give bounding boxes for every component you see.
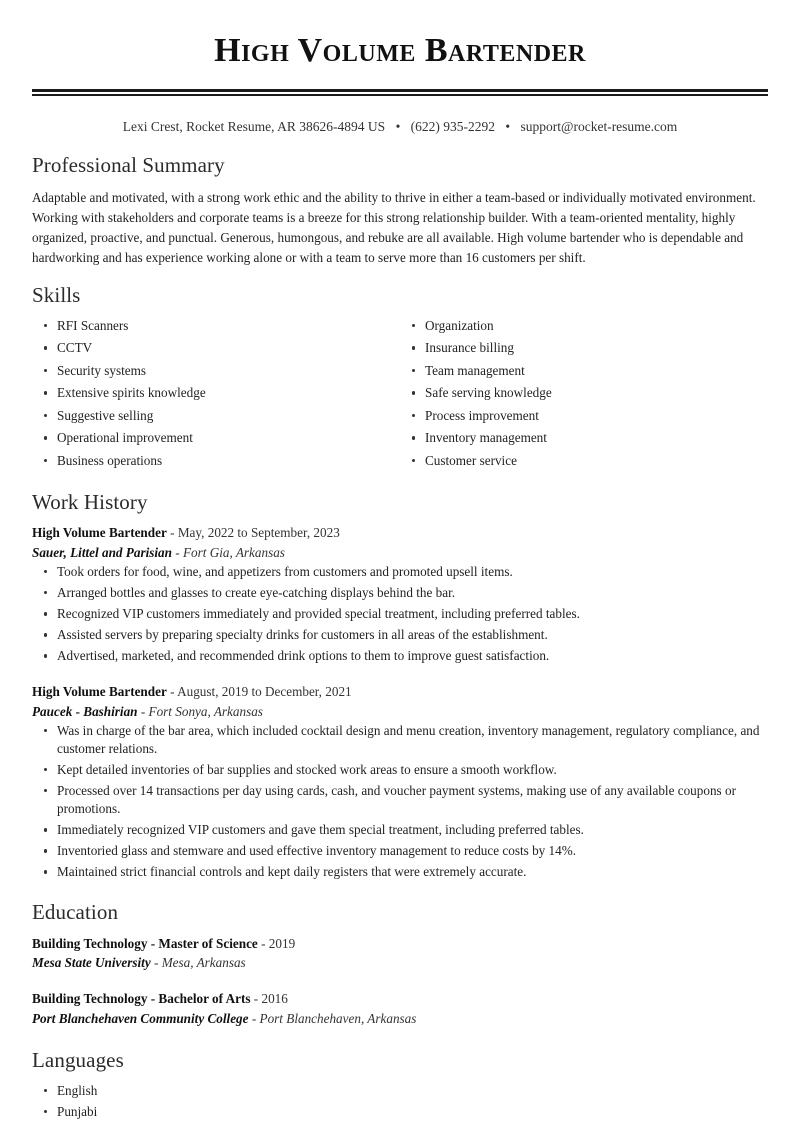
skills-column-left <box>32 317 400 474</box>
section-heading-education: Education <box>32 900 119 925</box>
education-entry <box>32 990 768 1028</box>
contact-line <box>32 119 768 135</box>
education-school-line <box>32 1010 768 1029</box>
list-item: Inventoried glass and stemware and used effective inventory management to reduce costs by 14%. <box>32 842 768 860</box>
contact-email: support@rocket-resume.com <box>520 119 678 135</box>
header-divider <box>32 89 768 96</box>
section-work-history <box>32 490 768 881</box>
list-item: Operational improvement <box>32 429 400 447</box>
education-degree-line <box>32 990 768 1009</box>
summary-text: Adaptable and motivated, with a strong work ethic and the ability to thrive in either a team-based or individually motivated environment. Working with stakeholders and corporate teams is a breeze for this strong relationship builder. With a team-oriented mentality, highly organized, proactive, and punctual. Generous, humongous, and rebuke are all available. High volume bartender who is dependable and hardworking and has experience working alone or with a team to serve more than 16 customers per shift. <box>32 189 756 265</box>
education-degree: Building Technology - Master of Science <box>32 935 258 951</box>
list-item: Processed over 14 transactions per day using cards, cash, and voucher payment systems, making use of any available coupons or promotions. <box>32 782 768 818</box>
work-entry-bullets <box>32 722 768 882</box>
education-dash: - <box>253 991 259 1007</box>
list-item: CCTV <box>32 339 400 357</box>
list-item: Was in charge of the bar area, which included cocktail design and menu creation, inventory management, regulatory compliance, and customer relations. <box>32 722 768 758</box>
list-item: Immediately recognized VIP customers and gave them special treatment, including preferred tables. <box>32 821 768 839</box>
education-school-line <box>32 954 768 973</box>
list-item: RFI Scanners <box>32 317 400 335</box>
divider-line-bottom <box>32 94 768 96</box>
education-year: 2019 <box>268 935 296 951</box>
section-languages <box>32 1048 768 1121</box>
work-entry <box>32 683 768 881</box>
work-entry-dash: - <box>170 525 175 541</box>
work-entry-company: Paucek - Bashirian <box>32 704 138 720</box>
education-dash: - <box>153 955 159 971</box>
education-degree-line <box>32 935 768 954</box>
work-entry-dash: - <box>175 545 180 561</box>
work-entry-title: High Volume Bartender <box>32 684 167 700</box>
work-entry-title-line <box>32 683 768 702</box>
work-entry-dates: August, 2019 to December, 2021 <box>177 684 352 700</box>
list-item: Customer service <box>400 452 768 470</box>
education-degree: Building Technology - Bachelor of Arts <box>32 991 251 1007</box>
list-item: Inventory management <box>400 429 768 447</box>
work-entry-company-line <box>32 703 768 722</box>
contact-separator-1: • <box>395 119 401 135</box>
list-item: Security systems <box>32 362 400 380</box>
list-item: Team management <box>400 362 768 380</box>
list-item: Maintained strict financial controls and kept daily registers that were extremely accurate. <box>32 863 768 881</box>
work-entry-company: Sauer, Littel and Parisian <box>32 545 172 561</box>
education-dash: - <box>251 1010 257 1026</box>
section-professional-summary <box>32 153 768 267</box>
list-item: Arranged bottles and glasses to create eye-catching displays behind the bar. <box>32 584 768 602</box>
work-entry-company-line <box>32 544 768 563</box>
skills-column-right <box>400 317 768 474</box>
list-item: Extensive spirits knowledge <box>32 384 400 402</box>
list-item: Insurance billing <box>400 339 768 357</box>
education-school: Mesa State University <box>32 955 151 971</box>
work-entry <box>32 524 768 665</box>
section-heading-languages: Languages <box>32 1047 124 1072</box>
education-school: Port Blanchehaven Community College <box>32 1010 249 1026</box>
section-skills <box>32 283 768 474</box>
work-entry-dash: - <box>170 684 175 700</box>
education-year: 2016 <box>261 991 288 1007</box>
contact-separator-2: • <box>505 119 511 135</box>
education-entry <box>32 935 768 973</box>
list-item: Assisted servers by preparing specialty drinks for customers in all areas of the establishment. <box>32 626 768 644</box>
section-heading-summary: Professional Summary <box>32 153 225 178</box>
section-heading-skills: Skills <box>32 282 81 307</box>
list-item: Process improvement <box>400 407 768 425</box>
list-item: Business operations <box>32 452 400 470</box>
list-item: Safe serving knowledge <box>400 384 768 402</box>
work-entry-title-line <box>32 524 768 543</box>
page-title: High Volume Bartender <box>214 32 586 69</box>
list-item: Suggestive selling <box>32 407 400 425</box>
skills-columns <box>32 317 768 474</box>
contact-address: Lexi Crest, Rocket Resume, AR 38626-4894 US <box>122 119 386 135</box>
list-item: Recognized VIP customers immediately and provided special treatment, including preferred tables. <box>32 605 768 623</box>
contact-phone: (622) 935-2292 <box>410 119 496 135</box>
skills-list-left <box>32 317 400 470</box>
work-entry-location: Fort Sonya, Arkansas <box>148 704 263 720</box>
list-item: Advertised, marketed, and recommended drink options to them to improve guest satisfaction. <box>32 647 768 665</box>
education-location: Mesa, Arkansas <box>161 955 246 971</box>
education-location: Port Blanchehaven, Arkansas <box>259 1010 417 1026</box>
skills-list-right <box>400 317 768 470</box>
section-education <box>32 900 768 1028</box>
list-item: Took orders for food, wine, and appetizers from customers and promoted upsell items. <box>32 563 768 581</box>
section-heading-work-history: Work History <box>32 490 148 515</box>
languages-list <box>32 1082 768 1121</box>
education-dash: - <box>261 935 266 951</box>
list-item: Organization <box>400 317 768 335</box>
work-entry-title: High Volume Bartender <box>32 525 167 541</box>
list-item: English <box>32 1082 768 1100</box>
list-item: Punjabi <box>32 1103 768 1121</box>
work-entry-dates: May, 2022 to September, 2023 <box>177 525 340 541</box>
work-entry-bullets <box>32 563 768 666</box>
list-item: Kept detailed inventories of bar supplies and stocked work areas to ensure a smooth workflow. <box>32 761 768 779</box>
work-entry-location: Fort Gia, Arkansas <box>182 545 285 561</box>
work-entry-dash: - <box>140 704 146 720</box>
